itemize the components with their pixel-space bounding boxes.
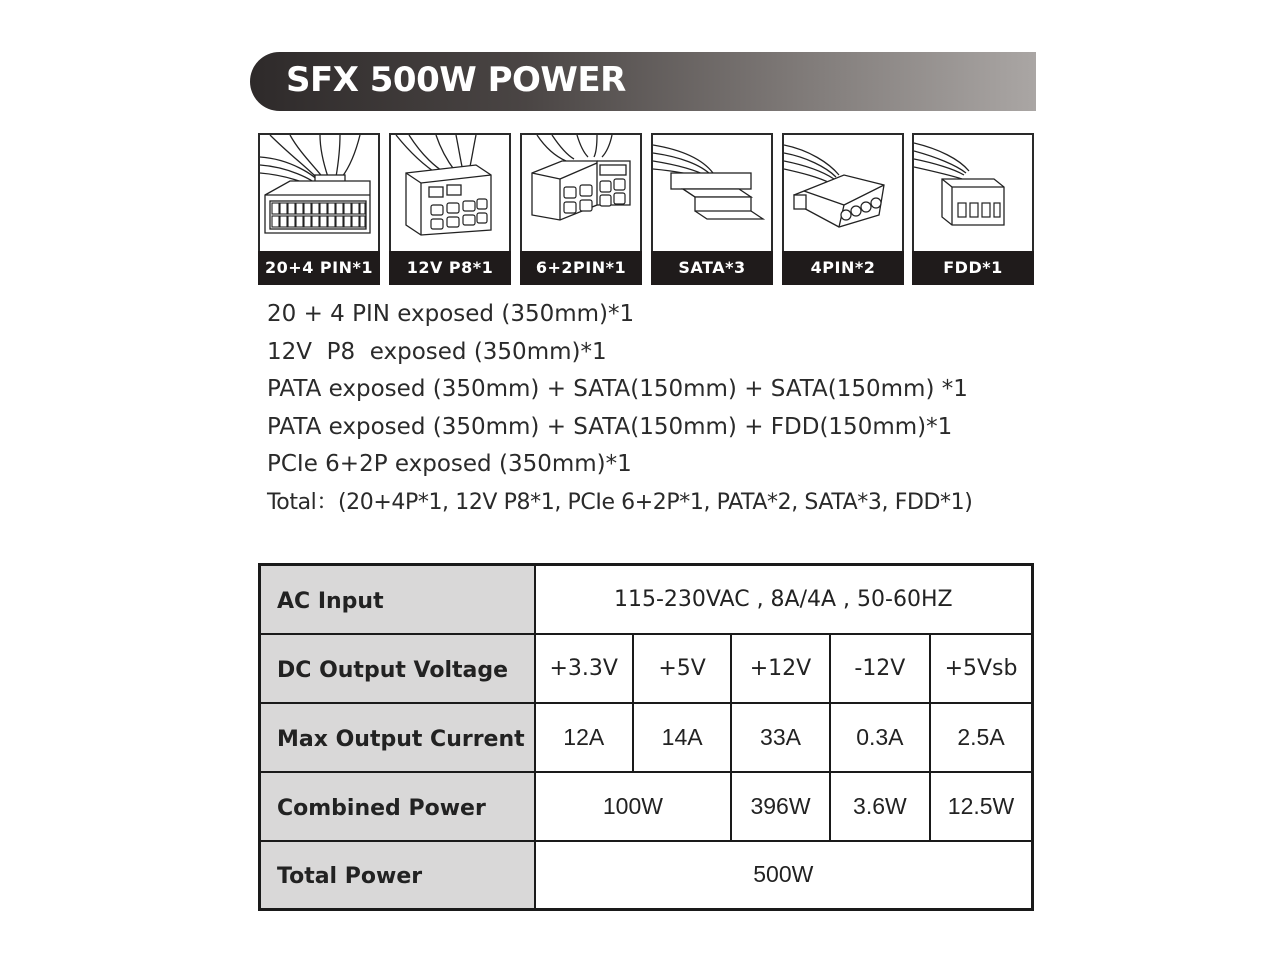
table-row: [260, 841, 1033, 910]
connector-tile-molex: [782, 133, 904, 285]
cable-line: 20 + 4 PIN exposed (350mm)*1: [267, 301, 635, 327]
connector-tile-pcie: [520, 133, 642, 285]
ac-input-value: 115-230VAC , 8A/4A , 50-60HZ: [535, 565, 1033, 634]
table-row: [260, 634, 1033, 703]
connector-tile-fdd: [912, 133, 1034, 285]
table-row: [260, 772, 1033, 841]
connector-label: FDD*1: [912, 251, 1034, 285]
cable-line: PATA exposed (350mm) + SATA(150mm) + FDD(150mm)*1: [267, 413, 953, 440]
cable-total-line: Total：(20+4P*1, 12V P8*1, PCIe 6+2P*1, PATA*2, SATA*3, FDD*1): [267, 489, 973, 515]
table-cell: 12A: [535, 703, 633, 772]
row-header: AC Input: [260, 565, 535, 634]
table-cell: 2.5A: [930, 703, 1032, 772]
row-header: Max Output Current: [260, 703, 535, 772]
table-row: [260, 703, 1033, 772]
table-cell: +5Vsb: [930, 634, 1032, 703]
table-cell: 396W: [731, 772, 829, 841]
row-header: Combined Power: [260, 772, 535, 841]
page-title: SFX 500W POWER: [286, 60, 626, 100]
cable-list: [267, 296, 972, 521]
table-cell: 3.6W: [830, 772, 930, 841]
row-header: Total Power: [260, 841, 535, 910]
connector-label: 12V P8*1: [389, 251, 511, 285]
connector-label: 20+4 PIN*1: [258, 251, 380, 285]
connector-label: SATA*3: [651, 251, 773, 285]
table-cell: 33A: [731, 703, 829, 772]
cable-line: PATA exposed (350mm) + SATA(150mm) + SATA(150mm) *1: [267, 376, 968, 402]
connector-tile-24pin: [258, 133, 380, 285]
table-cell: -12V: [830, 634, 930, 703]
connector-tile-12v-p8: [389, 133, 511, 285]
connector-label: 4PIN*2: [782, 251, 904, 285]
title-banner: [250, 52, 1036, 111]
table-row: [260, 565, 1033, 634]
cable-line: PCIe 6+2P exposed (350mm)*1: [267, 451, 632, 477]
table-cell: 12.5W: [930, 772, 1032, 841]
connector-tile-sata: [651, 133, 773, 285]
table-cell: +12V: [731, 634, 829, 703]
row-header: DC Output Voltage: [260, 634, 535, 703]
table-cell: 100W: [535, 772, 732, 841]
total-power-value: 500W: [535, 841, 1033, 910]
table-cell: +5V: [633, 634, 731, 703]
connector-label: 6+2PIN*1: [520, 251, 642, 285]
cable-line: 12V P8 exposed (350mm)*1: [267, 338, 607, 365]
spec-table: [258, 563, 1034, 911]
table-cell: 0.3A: [830, 703, 930, 772]
table-cell: 14A: [633, 703, 731, 772]
table-cell: +3.3V: [535, 634, 633, 703]
